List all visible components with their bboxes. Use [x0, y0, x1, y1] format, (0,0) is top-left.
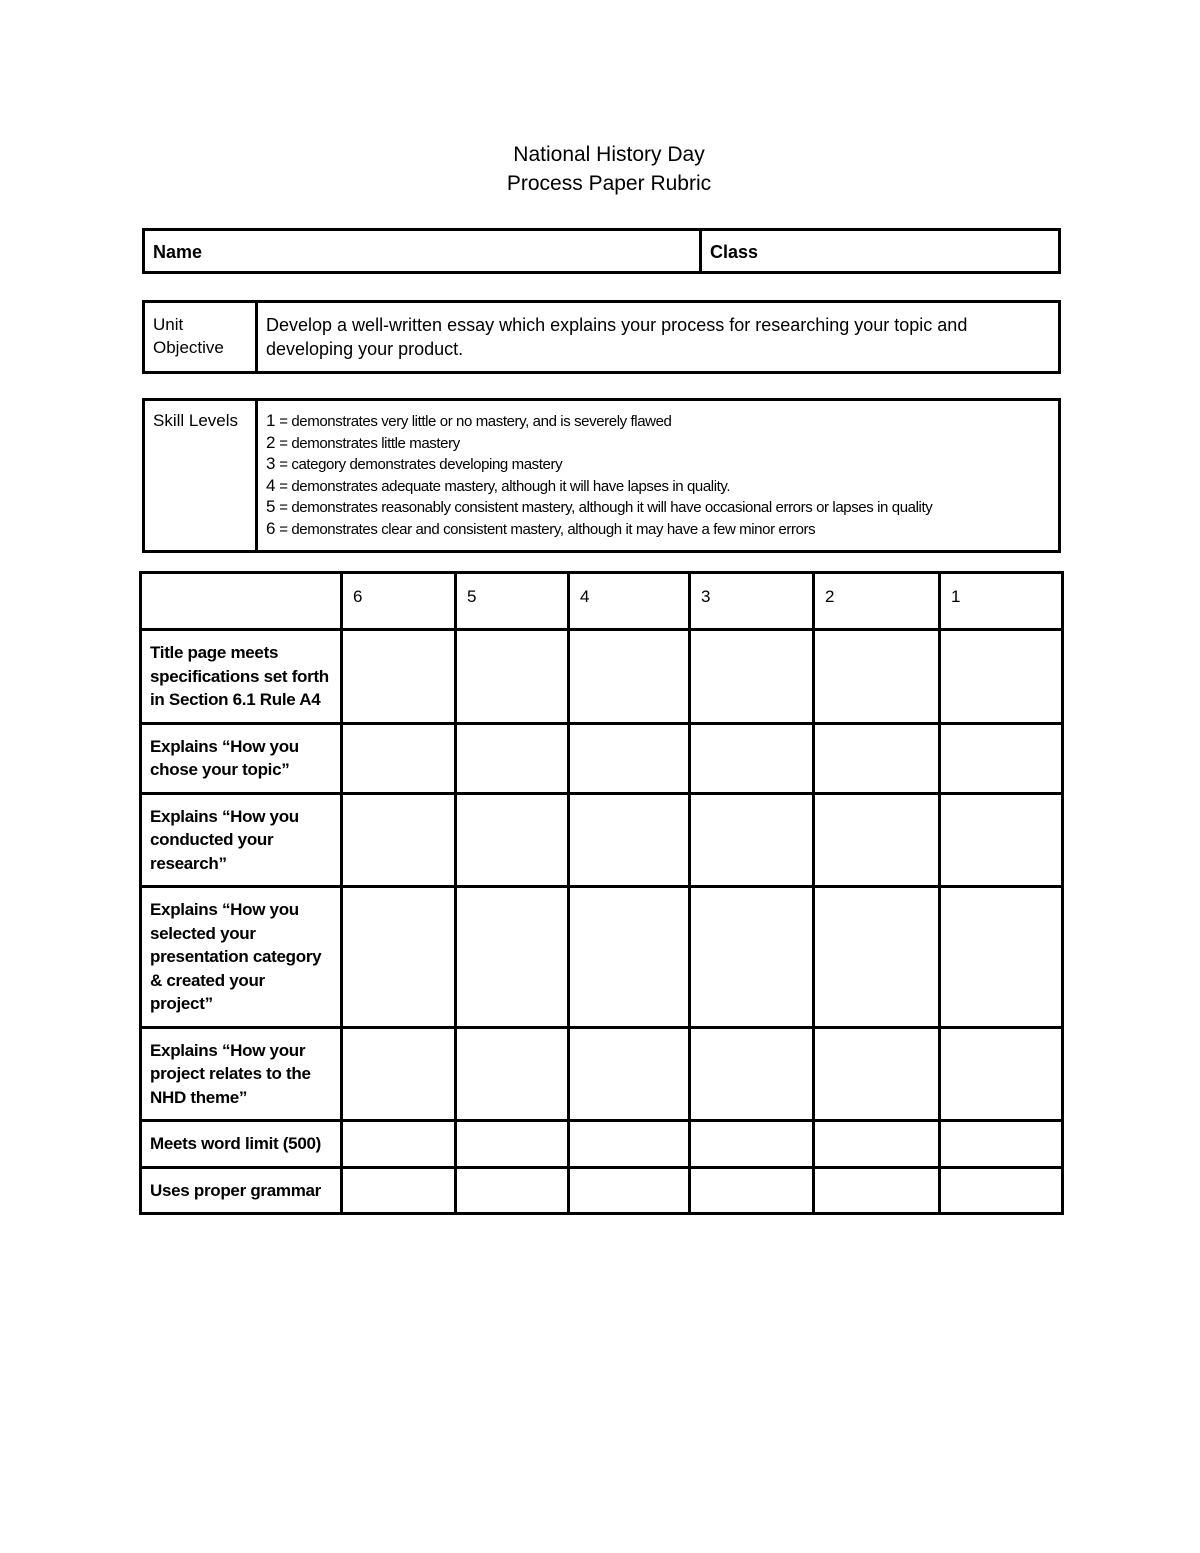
- criterion-nhd-theme: Explains “How your project relates to the NHD theme”: [141, 1027, 342, 1121]
- criterion-presentation-category: Explains “How you selected your presentation category & created your project”: [141, 887, 342, 1028]
- score-cell[interactable]: [814, 887, 940, 1028]
- score-cell[interactable]: [456, 793, 569, 887]
- score-cell[interactable]: [690, 1027, 814, 1121]
- score-cell[interactable]: [569, 1121, 690, 1168]
- rubric-row: [141, 723, 1063, 793]
- rubric-row: [141, 1167, 1063, 1214]
- skill-level-1: 1 = demonstrates very little or no mastery, and is severely flawed: [266, 411, 672, 430]
- score-cell[interactable]: [342, 887, 456, 1028]
- score-cell[interactable]: [690, 630, 814, 724]
- score-cell[interactable]: [342, 1121, 456, 1168]
- criterion-conducted-research: Explains “How you conducted your research”: [141, 793, 342, 887]
- objective-text: Develop a well-written essay which explains your process for researching your topic and developing your product.: [257, 302, 1060, 373]
- score-cell[interactable]: [940, 1167, 1063, 1214]
- score-cell[interactable]: [569, 793, 690, 887]
- score-header: 1: [940, 573, 1063, 630]
- document-title: [0, 140, 1200, 198]
- score-header: 4: [569, 573, 690, 630]
- skill-level-2: 2 = demonstrates little mastery: [266, 432, 460, 452]
- skill-level-6: 6 = demonstrates clear and consistent mastery, although it may have a few minor errors: [266, 518, 816, 538]
- score-cell[interactable]: [342, 793, 456, 887]
- score-header: 2: [814, 573, 940, 630]
- class-label: Class: [710, 242, 759, 262]
- criterion-grammar: Uses proper grammar: [141, 1167, 342, 1214]
- rubric-row: [141, 793, 1063, 887]
- score-cell[interactable]: [456, 1167, 569, 1214]
- score-cell[interactable]: [569, 1027, 690, 1121]
- objective-label-line-1: Unit: [153, 315, 184, 334]
- score-cell[interactable]: [342, 630, 456, 724]
- objective-label-cell: [144, 302, 257, 373]
- criterion-word-limit: Meets word limit (500): [141, 1121, 342, 1168]
- score-cell[interactable]: [569, 723, 690, 793]
- score-cell[interactable]: [814, 1027, 940, 1121]
- rubric-row: [141, 1027, 1063, 1121]
- skill-level-4: 4 = demonstrates adequate mastery, although it will have lapses in quality.: [266, 475, 731, 495]
- title-line-1: National History Day: [513, 143, 705, 166]
- score-cell[interactable]: [814, 793, 940, 887]
- criterion-chose-topic: Explains “How you chose your topic”: [141, 723, 342, 793]
- rubric-row: [141, 887, 1063, 1028]
- score-cell[interactable]: [814, 630, 940, 724]
- skill-levels-table: [142, 398, 1061, 553]
- class-field[interactable]: [701, 230, 1060, 273]
- score-cell[interactable]: [569, 887, 690, 1028]
- name-field[interactable]: [144, 230, 701, 273]
- score-cell[interactable]: [456, 887, 569, 1028]
- score-cell[interactable]: [690, 1167, 814, 1214]
- score-cell[interactable]: [690, 793, 814, 887]
- score-cell[interactable]: [814, 723, 940, 793]
- score-cell[interactable]: [814, 1121, 940, 1168]
- score-cell[interactable]: [940, 887, 1063, 1028]
- score-cell[interactable]: [569, 1167, 690, 1214]
- skill-level-3: 3 = category demonstrates developing mastery: [266, 454, 563, 473]
- score-cell[interactable]: [456, 723, 569, 793]
- score-header: 6: [342, 573, 456, 630]
- score-cell[interactable]: [342, 723, 456, 793]
- score-cell[interactable]: [456, 1027, 569, 1121]
- score-cell[interactable]: [814, 1167, 940, 1214]
- skill-levels-list: [257, 400, 1060, 552]
- rubric-header-row: [141, 573, 1063, 630]
- title-line-2: Process Paper Rubric: [506, 172, 712, 195]
- criterion-title-page: Title page meets specifications set forth in Section 6.1 Rule A4: [141, 630, 342, 724]
- score-header: 5: [456, 573, 569, 630]
- score-cell[interactable]: [940, 630, 1063, 724]
- score-cell[interactable]: [940, 1027, 1063, 1121]
- rubric-table: [139, 571, 1064, 1215]
- objective-table: [142, 300, 1061, 374]
- score-cell[interactable]: [690, 723, 814, 793]
- objective-label-line-2: Objective: [153, 338, 224, 357]
- score-cell[interactable]: [342, 1167, 456, 1214]
- score-header: 3: [690, 573, 814, 630]
- score-cell[interactable]: [456, 630, 569, 724]
- score-cell[interactable]: [456, 1121, 569, 1168]
- score-cell[interactable]: [342, 1027, 456, 1121]
- rubric-row: [141, 630, 1063, 724]
- score-cell[interactable]: [940, 723, 1063, 793]
- score-cell[interactable]: [690, 1121, 814, 1168]
- skill-level-5: 5 = demonstrates reasonably consistent mastery, although it will have occasional errors or lapses in quality: [266, 497, 933, 516]
- score-cell[interactable]: [569, 630, 690, 724]
- score-cell[interactable]: [940, 793, 1063, 887]
- name-label: Name: [153, 242, 203, 262]
- skill-levels-label: Skill Levels: [144, 400, 257, 552]
- score-cell[interactable]: [940, 1121, 1063, 1168]
- rubric-row: [141, 1121, 1063, 1168]
- rubric-corner-cell: [141, 573, 342, 630]
- name-class-table: [142, 228, 1061, 274]
- score-cell[interactable]: [690, 887, 814, 1028]
